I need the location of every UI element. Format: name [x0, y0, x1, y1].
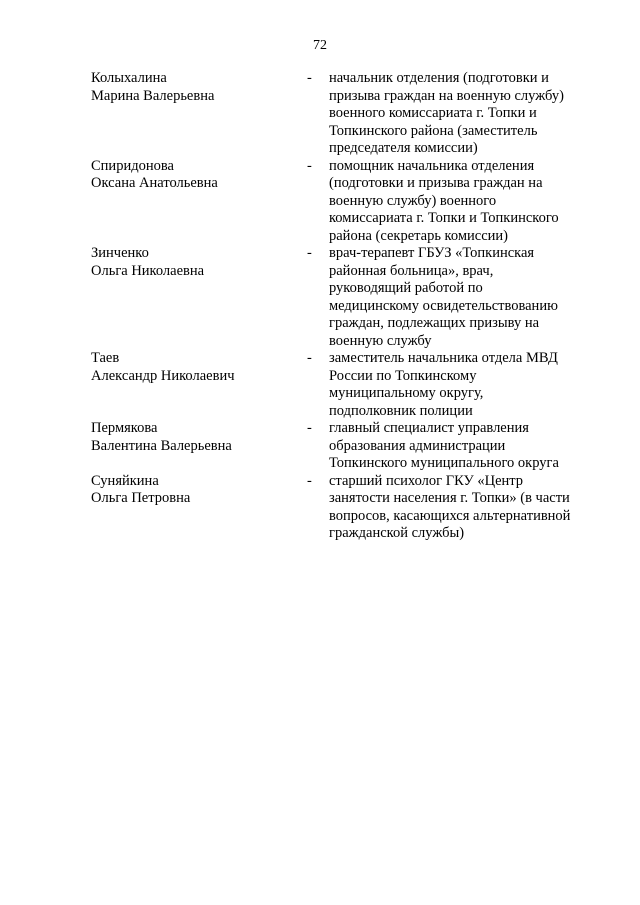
member-position	[329, 70, 591, 158]
member-given-name: Ольга Николаевна	[91, 262, 205, 279]
position-line: России по Топкинскому	[329, 367, 477, 384]
member-name	[91, 420, 291, 455]
member-given-name: Ольга Петровна	[91, 490, 191, 506]
separator-dash: -	[307, 70, 312, 86]
member-position	[329, 420, 591, 473]
position-line: врач-терапевт ГБУЗ «Топкинская	[329, 245, 535, 261]
member-surname: Таев	[91, 350, 120, 366]
position-line: военную службу) военного	[329, 192, 497, 209]
member-surname: Спиридонова	[91, 157, 174, 174]
member-name	[91, 158, 291, 193]
member-surname: Суняйкина	[91, 472, 159, 489]
member-given-name: Оксана Анатольевна	[91, 175, 218, 191]
position-line: комиссариата г. Топки и Топкинского	[329, 210, 559, 226]
member-surname: Зинченко	[91, 245, 149, 261]
position-line: занятости населения г. Топки» (в части	[329, 490, 570, 506]
page-number: 72	[313, 38, 327, 53]
member-given-name: Александр Николаевич	[91, 367, 235, 384]
position-line: руководящий работой по	[329, 280, 483, 296]
member-position	[329, 158, 591, 246]
position-line: подполковник полиции	[329, 402, 473, 419]
position-line: старший психолог ГКУ «Центр	[329, 472, 524, 489]
separator-dash: -	[307, 157, 312, 174]
position-line: помощник начальника отделения	[329, 157, 535, 174]
position-line: районная больница», врач,	[329, 262, 494, 279]
member-position	[329, 350, 591, 420]
commission-member-list	[0, 70, 640, 543]
member-row	[0, 245, 640, 350]
separator-dash: -	[307, 245, 312, 261]
position-line: вопросов, касающихся альтернативной	[329, 507, 571, 524]
member-name	[91, 473, 291, 508]
position-line: начальник отделения (подготовки и	[329, 70, 549, 86]
separator-dash: -	[307, 472, 312, 489]
member-row	[0, 158, 640, 246]
member-position	[329, 473, 591, 543]
member-name	[91, 350, 291, 385]
position-line: Топкинского муниципального округа	[329, 455, 559, 471]
position-line: главный специалист управления	[329, 420, 529, 436]
member-row	[0, 70, 640, 158]
separator-dash: -	[307, 420, 312, 436]
member-name	[91, 70, 291, 105]
position-line: председателя комиссии)	[329, 140, 478, 156]
position-line: военного комиссариата г. Топки и	[329, 105, 537, 121]
member-row	[0, 473, 640, 543]
position-line: (подготовки и призыва граждан на	[329, 175, 543, 191]
position-line: граждан, подлежащих призыву на	[329, 315, 540, 331]
position-line: заместитель начальника отдела МВД	[329, 350, 558, 366]
member-row	[0, 420, 640, 473]
position-line: образования администрации	[329, 437, 506, 454]
member-name	[91, 245, 291, 280]
separator-dash: -	[307, 350, 312, 366]
member-given-name: Валентина Валерьевна	[91, 437, 232, 454]
member-surname: Колыхалина	[91, 70, 167, 86]
position-line: призыва граждан на военную службу)	[329, 87, 564, 104]
member-position	[329, 245, 591, 350]
member-given-name: Марина Валерьевна	[91, 87, 215, 104]
member-row	[0, 350, 640, 420]
position-line: гражданской службы)	[329, 525, 465, 541]
position-line: района (секретарь комиссии)	[329, 227, 508, 244]
position-line: Топкинского района (заместитель	[329, 122, 538, 139]
position-line: медицинскому освидетельствованию	[329, 297, 558, 314]
member-surname: Пермякова	[91, 420, 158, 436]
position-line: военную службу	[329, 332, 432, 349]
position-line: муниципальному округу,	[329, 385, 484, 401]
